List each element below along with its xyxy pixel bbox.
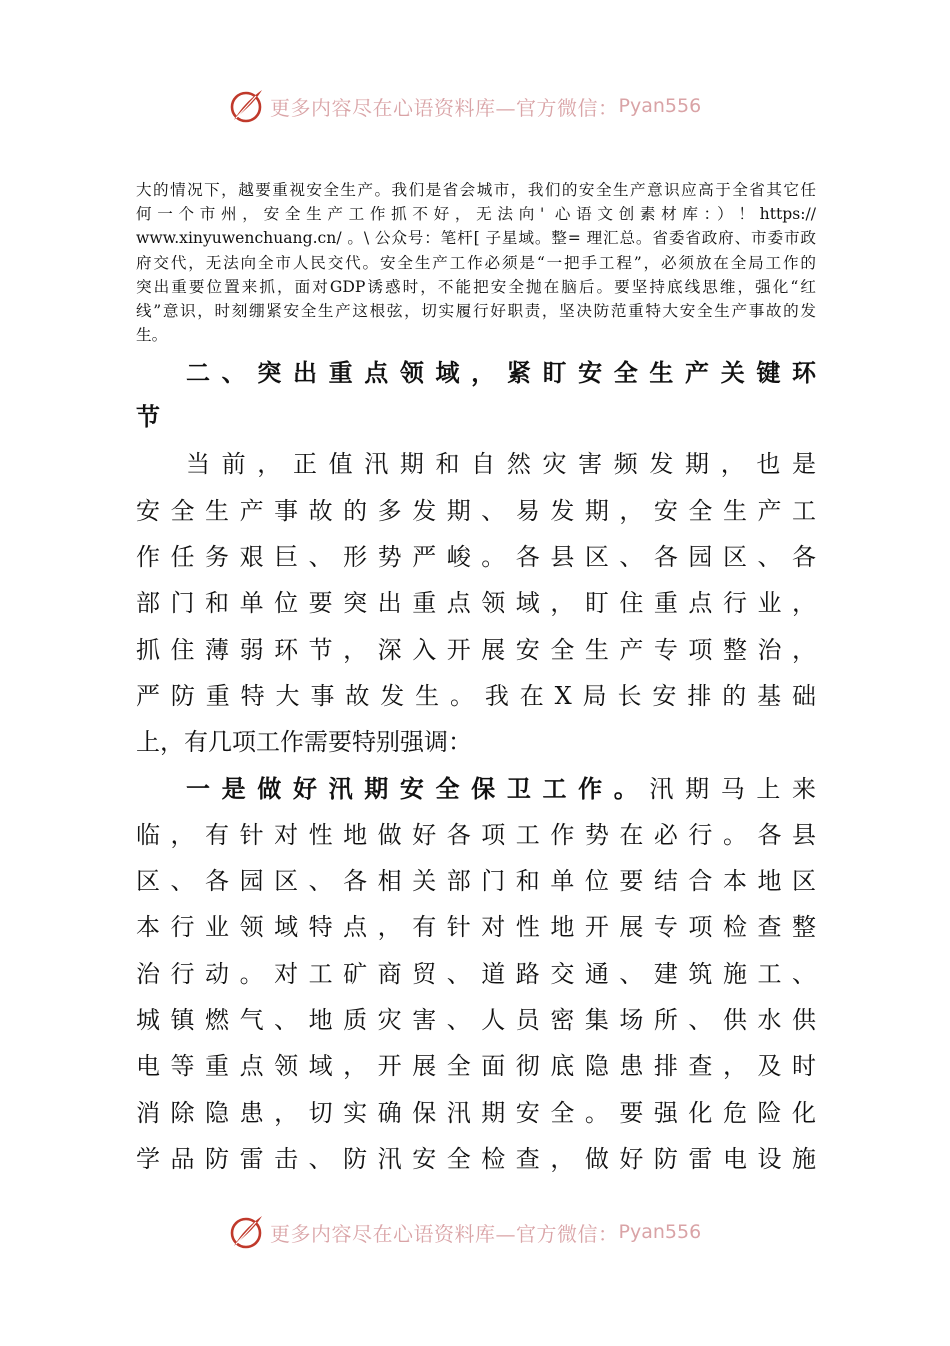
heading-line: 二、突出重点领域，紧盯安全生产关键环 [186,358,816,388]
text-line: 突出重要位置来抓，面对GDP诱惑时，不能把安全抛在脑后。要坚持底线思维，强化“红 [136,277,816,296]
lead-rest: 汛期马上来 [649,774,817,803]
text-line: 电等重点领域，开展全面彻底隐患排查，及时 [136,1052,816,1081]
footer-watermark [0,1210,950,1254]
text-line: 生。 [136,326,168,345]
text-line: 抓住薄弱环节，深入开展安全生产专项整治， [136,635,816,664]
text-line: 部门和单位要突出重点领域，盯住重点行业， [136,589,816,618]
quill-pen-logo-icon [226,86,266,126]
text-line: 治行动。对工矿商贸、道路交通、建筑施工、 [136,959,816,988]
text-line: 何一个市州，安全生产工作抓不好，无法向' 心语文创素材库：）！https:// [136,205,816,224]
text-line: 当前，正值汛期和自然灾害频发期，也是 [186,450,816,479]
text-line: 严防重特大事故发生。我在X局长安排的基础 [136,681,816,710]
quill-pen-logo-icon [226,1212,266,1252]
section-heading-2 [136,351,816,439]
text-line: 大的情况下，越要重视安全生产。我们是省会城市，我们的安全生产意识应高于全省其它任 [136,181,816,199]
watermark-text: 更多内容尽在心语资料库—官方微信： [270,1221,619,1246]
header-watermark [0,84,950,128]
paragraph-flood-season [136,766,816,1183]
text-line: 作任务艰巨、形势严峻。各县区、各园区、各 [136,543,816,572]
paragraph-safety-awareness [136,178,816,347]
text-line: 城镇燃气、地质灾害、人员密集场所、供水供 [136,1005,816,1034]
text-line: 线”意识，时刻绷紧安全生产这根弦，切实履行好职责，坚决防范重特大安全生产事故的发 [136,302,816,321]
watermark-contact: Pyan556 [618,1221,702,1243]
text-line: 上，有几项工作需要特别强调： [136,728,472,757]
watermark-contact: Pyan556 [618,95,702,117]
watermark-text: 更多内容尽在心语资料库—官方微信： [270,95,619,120]
text-line: www.xinyuwenchuang.cn/ 。\ 公众号：笔杆[ 子星域。整= 理汇总。省委省政府、市委市政 [136,229,816,248]
heading-line: 节 [136,402,160,432]
text-line: 学品防雷击、防汛安全检查，做好防雷电设施 [136,1144,816,1173]
text-line: 安全生产事故的多发期、易发期，安全生产工 [136,496,816,525]
text-line: 府交代，无法向全市人民交代。安全生产工作必须是“一把手工程”，必须放在全局工作的 [136,253,816,272]
bold-lead: 一是做好汛期安全保卫工作。 [186,773,650,803]
text-line: 消除隐患，切实确保汛期安全。要强化危险化 [136,1098,816,1127]
text-line: 本行业领域特点，有针对性地开展专项检查整 [136,913,816,942]
text-line [136,766,816,812]
text-line: 临，有针对性地做好各项工作势在必行。各县 [136,820,816,849]
document-body [136,178,816,1182]
paragraph-current-situation [136,441,816,765]
text-line: 区、各园区、各相关部门和单位要结合本地区 [136,867,816,896]
